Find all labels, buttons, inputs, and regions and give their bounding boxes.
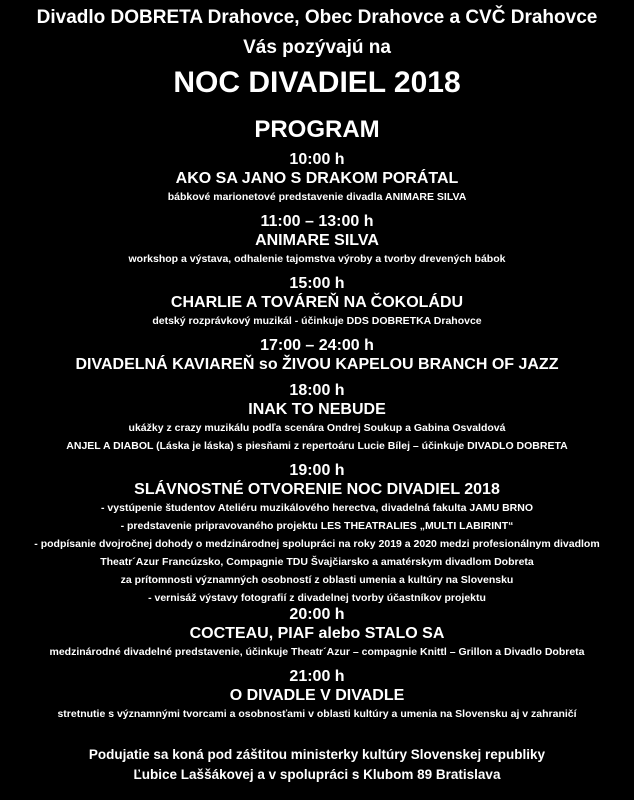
event-time: 20:00 h	[289, 606, 345, 623]
event-7	[0, 605, 634, 661]
event-title: AKO SA JANO S DRAKOM PORÁTAL	[175, 170, 459, 187]
program-heading: PROGRAM	[254, 116, 380, 143]
event-description: - podpísanie dvojročnej dohody o medzinárodnej spolupráci na roky 2019 a 2020 medzi profesionálnym divadlom	[34, 538, 600, 550]
event-8	[0, 667, 634, 723]
event-time: 19:00 h	[289, 462, 345, 479]
event-time: 11:00 – 13:00 h	[260, 213, 374, 230]
event-description: stretnutie s významnými tvorcami a osobnosťami v oblasti kultúry a umenia na Slovensku aj v zahraničí	[57, 708, 577, 720]
invitation-line: Vás pozývajú na	[243, 37, 391, 58]
event-1	[0, 150, 634, 206]
event-description: bábkové marionetové predstavenie divadla ANIMARE SILVA	[167, 191, 467, 203]
event-time: 15:00 h	[289, 275, 345, 292]
event-3	[0, 274, 634, 330]
event-time: 18:00 h	[289, 382, 345, 399]
event-title: DIVADELNÁ KAVIAREŇ so ŽIVOU KAPELOU BRANCH OF JAZZ	[75, 356, 559, 373]
patronage-line-2: Ľubice Laššákovej a v spolupráci s Klubom 89 Bratislava	[133, 767, 501, 782]
event-description: medzinárodné divadelné predstavenie, účinkuje Theatr´Azur – compagnie Knittl – Grillon a Divadlo Dobreta	[49, 646, 585, 658]
organizers-line: Divadlo DOBRETA Drahovce, Obec Drahovce a CVČ Drahovce	[36, 7, 598, 28]
event-description: workshop a výstava, odhalenie tajomstva výroby a tvorby drevených bábok	[128, 253, 506, 265]
event-title: O DIVADLE V DIVADLE	[229, 687, 405, 704]
event-title: INAK TO NEBUDE	[248, 401, 386, 418]
event-title: ANIMARE SILVA	[255, 232, 379, 249]
event-title: CHARLIE A TOVÁREŇ NA ČOKOLÁDU	[170, 294, 464, 311]
event-6	[0, 461, 634, 607]
event-time: 17:00 – 24:00 h	[260, 337, 374, 354]
event-description: Theatr´Azur Francúzsko, Compagnie TDU Švajčiarsko a amatérskym divadlom Dobreta	[100, 556, 534, 568]
patronage-line-1: Podujatie sa koná pod záštitou ministerky kultúry Slovenskej republiky	[88, 747, 546, 762]
event-5	[0, 381, 634, 455]
event-description: ukážky z crazy muzikálu podľa scenára Ondrej Soukup a Gabina Osvaldová	[128, 422, 506, 434]
event-time: 21:00 h	[289, 668, 345, 685]
patronage-note	[0, 745, 634, 785]
event-description: detský rozprávkový muzikál - účinkuje DDS DOBRETKA Drahovce	[152, 315, 482, 327]
event-4	[0, 336, 634, 374]
event-description: ANJEL A DIABOL (Láska je láska) s piesňami z repertoáru Lucie Bílej – účinkuje DIVADLO DOBRETA	[66, 440, 568, 452]
page-title: NOC DIVADIEL 2018	[173, 66, 461, 99]
event-description: - vystúpenie študentov Ateliéru muzikálového herectva, divadelná fakulta JAMU BRNO	[101, 502, 533, 514]
event-description: za prítomnosti významných osobností z oblasti umenia a kultúry na Slovensku	[120, 574, 514, 586]
event-description: - vernisáž výstavy fotografií z divadelnej tvorby účastníkov projektu	[148, 592, 486, 604]
event-title: SLÁVNOSTNÉ OTVORENIE NOC DIVADIEL 2018	[134, 481, 500, 498]
event-2	[0, 212, 634, 268]
event-time: 10:00 h	[289, 151, 345, 168]
event-title: COCTEAU, PIAF alebo STALO SA	[189, 625, 445, 642]
event-description: - predstavenie pripravovaného projektu LES THEATRALIES „MULTI LABIRINT“	[120, 520, 514, 532]
